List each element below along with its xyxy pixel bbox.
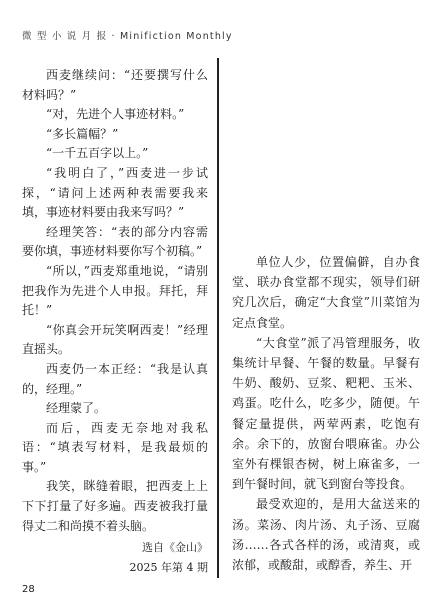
paragraph: 西麦仍一本正经：“我是认真的，经理。” xyxy=(22,361,208,396)
source-attribution xyxy=(22,538,208,577)
paragraph: “你真会开玩笑啊西麦！”经理直摇头。 xyxy=(22,322,208,357)
paragraph: “我明白了，”西麦进一步试探，“请问上述两种表需要我来填，事迹材料要由我来写吗？” xyxy=(22,165,208,220)
paragraph: 而后，西麦无奈地对我私语：“填表写材料，是我最烦的事。” xyxy=(22,420,208,474)
source-issue: 2025 年第 4 期 xyxy=(129,560,208,574)
running-header: 微 型 小 说 月 报 · Minifiction Monthly xyxy=(22,31,233,42)
paragraph: “大食堂”派了冯管理服务，收集统计早餐、午餐的数量。早餐有牛奶、酸奶、豆浆、粑粑、玉米、鸡蛋。吃什么，吃多少，随便。午餐定量提供，两荤两素，吃饱有余。余下的，放窗台喂麻雀。办公室外有棵银杏树，树上麻雀多，一到午餐时间，就飞到窗台等投食。 xyxy=(232,335,420,492)
column-divider xyxy=(217,58,219,578)
paragraph: “一千五百字以上。” xyxy=(46,146,149,161)
paragraph: 经理笑答：“表的部分内容需要你填，事迹材料要你写个初稿。” xyxy=(22,224,208,259)
paragraph: “所以，”西麦郑重地说，“请别把我作为先进个人申报。拜托，拜托！” xyxy=(22,263,208,318)
source-publication: 选自《金山》 xyxy=(142,541,208,555)
paragraph: “对，先进个人事迹材料。” xyxy=(46,107,185,122)
paragraph: 经理蒙了。 xyxy=(46,401,107,416)
paragraph: 西麦继续问：“还要撰写什么材料吗？” xyxy=(22,68,208,102)
paragraph: 最受欢迎的，是用大盆送来的汤。菜汤、肉片汤、丸子汤、豆腐汤……各式各样的汤，或清爽，或浓郁，或酸甜，或醇香，养生、开 xyxy=(232,497,420,573)
page-number: 28 xyxy=(22,584,35,595)
paragraph: “多长篇幅？” xyxy=(46,126,119,141)
paragraph: 单位人少，位置偏僻，自办食堂、联办食堂都不现实，领导们研究几次后，确定“大食堂”川菜馆为定点食堂。 xyxy=(232,255,420,330)
paragraph: 我笑，眯缝着眼，把西麦上上下下打量了好多遍。西麦被我打量得丈二和尚摸不着头脑。 xyxy=(22,479,208,533)
left-column xyxy=(22,66,208,577)
right-column xyxy=(232,252,420,575)
